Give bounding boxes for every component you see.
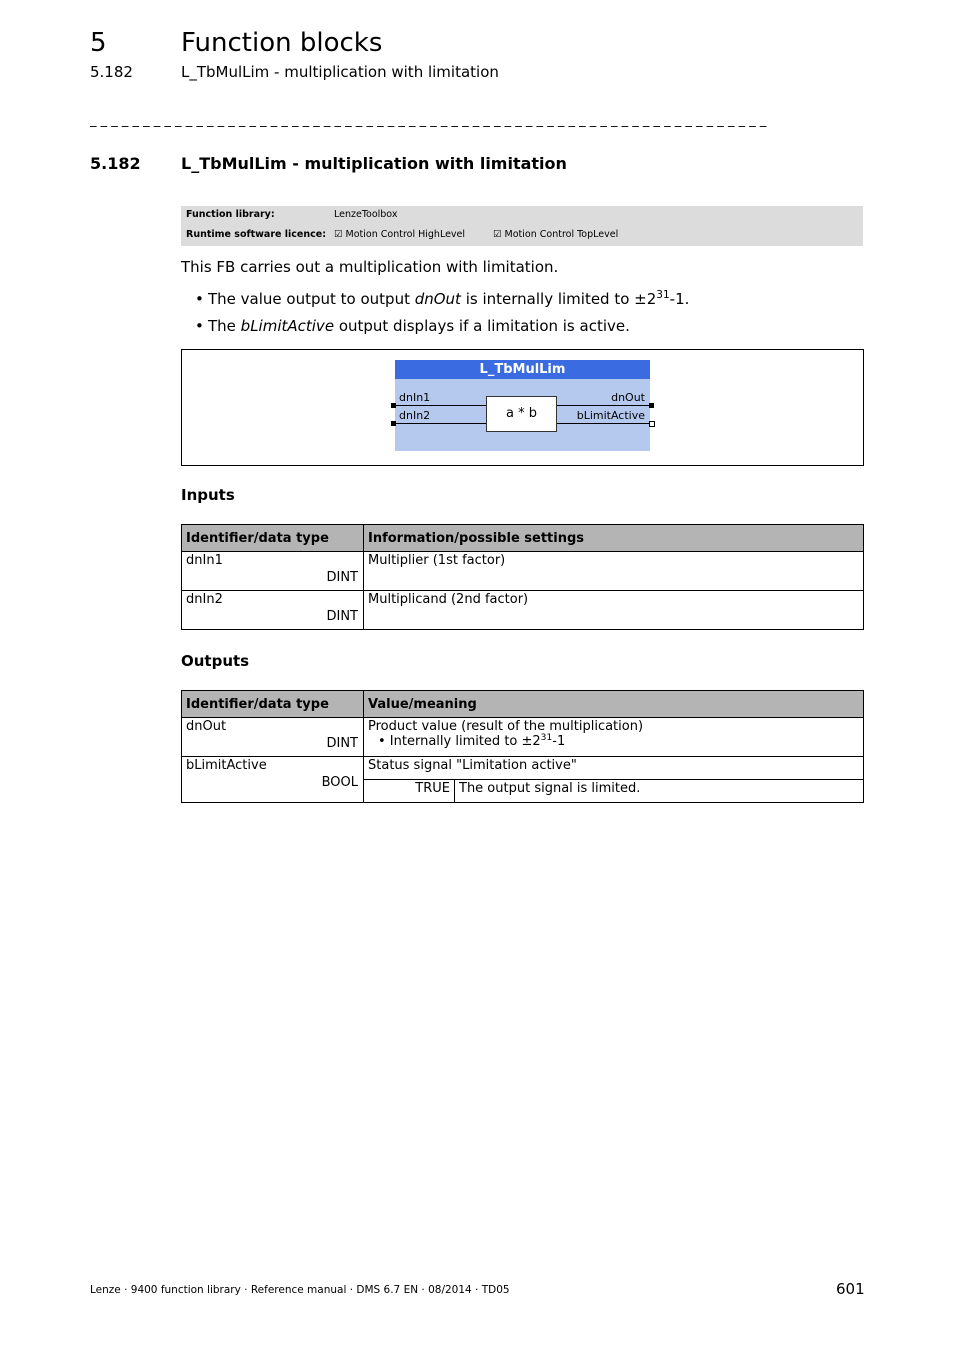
input-info: Multiplicand (2nd factor) [364, 591, 864, 630]
output-info: Status signal "Limitation active" [364, 757, 864, 780]
fb-operation: a * b [486, 396, 557, 432]
licence-option-highlevel: ☑ Motion Control HighLevel [334, 229, 466, 240]
inputs-col-info: Information/possible settings [364, 525, 864, 552]
bullet-blimitactive: • The bLimitActive output displays if a limitation is active. [195, 317, 630, 335]
subsection-number: 5.182 [90, 63, 133, 81]
inputs-col-identifier: Identifier/data type [182, 525, 364, 552]
output-meaning: The output signal is limited. [455, 780, 864, 803]
outputs-table [181, 690, 864, 803]
table-row [182, 591, 864, 630]
table-header-row [182, 525, 864, 552]
fb-wire-in1 [395, 405, 486, 406]
table-row [182, 757, 864, 780]
input-type: DINT [326, 609, 358, 624]
bullet-dnout-limit: • The value output to output dnOut is internally limited to $\pm 2^{31}-1$. [195, 289, 690, 308]
fb-title: L_TbMulLim [395, 360, 650, 379]
licence-label: Runtime software licence: [186, 229, 326, 240]
subsection-title: L_TbMulLim - multiplication with limitation [181, 63, 499, 81]
output-name: bLimitActive [186, 758, 267, 773]
input-name: dnIn2 [186, 592, 223, 607]
output-value: TRUE [364, 780, 455, 803]
inputs-heading: Inputs [181, 486, 235, 504]
outputs-col-identifier: Identifier/data type [182, 691, 364, 718]
input-name: dnIn1 [186, 553, 223, 568]
section-title: L_TbMulLim - multiplication with limitation [181, 154, 567, 173]
table-row [182, 552, 864, 591]
output-info-bullet: • Internally limited to $\pm 2^{31}-1$ [378, 733, 566, 749]
footer-text: Lenze · 9400 function library · Reference manual · DMS 6.7 EN · 08/2014 · TD05 [90, 1284, 510, 1296]
fb-input-dnin2: dnIn2 [399, 409, 431, 422]
library-label: Function library: [186, 209, 275, 220]
fb-wire-out1 [557, 405, 650, 406]
fb-block [395, 360, 650, 451]
fb-input-dnin1: dnIn1 [399, 391, 431, 404]
table-header-row [182, 691, 864, 718]
fb-terminal-out1 [649, 403, 654, 408]
input-type: DINT [326, 570, 358, 585]
table-row [182, 718, 864, 757]
output-name: dnOut [186, 719, 227, 734]
fb-wire-out2 [557, 423, 650, 424]
outputs-heading: Outputs [181, 652, 250, 670]
fb-wire-in2 [395, 423, 486, 424]
fb-output-blimitactive: bLimitActive [576, 409, 645, 422]
licence-option-toplevel: ☑ Motion Control TopLevel [493, 229, 619, 240]
page-number: 601 [836, 1280, 865, 1298]
intro-text: This FB carries out a multiplication with limitation. [181, 258, 559, 276]
fb-output-dnout: dnOut [611, 391, 645, 404]
input-info: Multiplier (1st factor) [364, 552, 864, 591]
section-number: 5.182 [90, 154, 141, 173]
output-info: Product value (result of the multiplication) • Internally limited to $\pm 2^{31}-1$ [364, 718, 864, 757]
library-value: LenzeToolbox [334, 209, 398, 220]
fb-terminal-out2 [649, 421, 655, 427]
header-separator: _ _ _ _ _ _ _ _ _ _ _ _ _ _ _ _ _ _ _ _ _ _ _ _ _ _ _ _ _ _ _ _ _ _ _ _ _ _ _ _ _ _ _ _ _ _ _ _ _ _ _ _ _ _ _ _ _ _ _ _ _ _ _ _ [90, 113, 767, 128]
output-type: BOOL [321, 775, 358, 790]
inputs-table [181, 524, 864, 630]
outputs-col-value: Value/meaning [364, 691, 864, 718]
output-type: DINT [326, 736, 358, 751]
function-library-box [181, 206, 863, 246]
fb-terminal-in2 [391, 421, 396, 426]
chapter-title: Function blocks [181, 28, 383, 58]
fb-terminal-in1 [391, 403, 396, 408]
chapter-number: 5 [90, 28, 107, 58]
